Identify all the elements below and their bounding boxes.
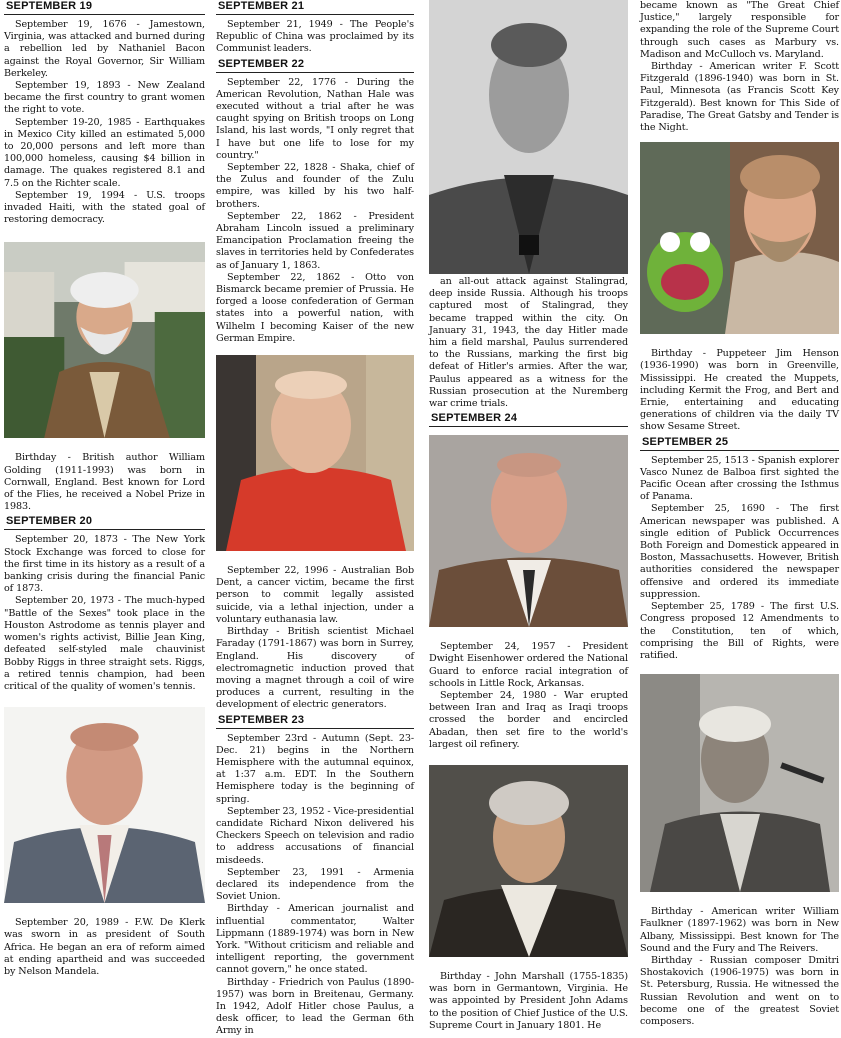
entry-battle-of-sexes: September 20, 1973 - The much-hyped "Battle of the Sexes" took place in the Houston Astrodome as tennis player and women's rights activist, Billie Jean King, defeated self-styled male chauvinist Bobby Riggs in three straight sets. Riggs, a retired tennis champion, had been critical of the quality of women's tennis.	[4, 595, 205, 692]
entry-mexico-earthquake: September 19-20, 1985 - Earthquakes in Mexico City killed an estimated 5,000 to 20,000 persons and left more than 100,000 homeless, causing $4 billion in damage. The quakes registered 8.1 and 7.5 on the Richter scale.	[4, 116, 205, 189]
entry-golding-birthday: Birthday - British author William Golding (1911-1993) was born in Cornwall, England. Best known for Lord of the Flies, he received a Nobel Prize in 1983.	[4, 452, 205, 513]
entry-balboa: September 25, 1513 - Spanish explorer Vasco Nunez de Balboa first sighted the Pacific Ocean after crossing the Isthmus of Panama.	[640, 454, 839, 503]
entry-bob-dent: September 22, 1996 - Australian Bob Dent, a cancer victim, became the first person to commit legally assisted suicide, via a lethal injection, under a voluntary euthanasia law.	[216, 565, 414, 625]
photo-de-klerk	[4, 707, 205, 903]
heading-september-19: SEPTEMBER 19	[4, 0, 205, 15]
photo-william-faulkner	[640, 674, 839, 892]
entry-first-newspaper: September 25, 1690 - The first American newspaper was published. A single edition of Publick Occurrences Both Foreign and Domestick appeared in Boston, Massachusetts. However, British authorities considered the newspaper offensive and ordered its immediate suppression.	[640, 503, 839, 600]
photo-dwight-eisenhower	[429, 435, 628, 627]
column-1	[4, 0, 205, 978]
entry-lippmann-birthday: Birthday - American journalist and influential commentator, Walter Lippmann (1889-1974) was born in New York. "Without criticism and reliable and intelligent reporting, the government cannot govern," he once stated.	[216, 903, 414, 976]
entry-bill-of-rights: September 25, 1789 - The first U.S. Congress proposed 12 Amendments to the Constitution, ten of which, comprising the Bill of Rights, were ratified.	[640, 601, 839, 661]
entry-paulus-continued: an all-out attack against Stalingrad, deep inside Russia. Although his troops captured most of Stalingrad, they became trapped within the city. On January 31, 1943, the day Hitler made him a field marshal, Paulus surrendered to the Russians, marking the first big defeat of Hitler's armies. After the war, Paulus appeared as a witness for the Russian prosecution at the Nuremberg war crime trials.	[429, 276, 628, 410]
photo-friedrich-von-paulus	[429, 0, 628, 274]
entry-new-zealand: September 19, 1893 - New Zealand became the first country to grant women the right to vote.	[4, 80, 205, 116]
entry-faulkner-birthday: Birthday - American writer William Faulkner (1897-1962) was born in New Albany, Mississippi. Best known for The Sound and the Fury and The Reivers.	[640, 906, 839, 954]
entry-prc: September 21, 1949 - The People's Republic of China was proclaimed by its Communist leaders.	[216, 19, 414, 55]
column-3	[429, 0, 628, 1032]
photo-john-marshall	[429, 765, 628, 957]
heading-september-20: SEPTEMBER 20	[4, 515, 205, 530]
entry-marshall-continued: became known as "The Great Chief Justice," largely responsible for expanding the role of the Supreme Court through such cases as Marbury vs. Madison and McCulloch vs. Maryland.	[640, 0, 839, 60]
entry-bismarck: September 22, 1862 - Otto von Bismarck became premier of Prussia. He forged a loose confederation of German states into a powerful nation, with Wilhelm I becoming Kaiser of the new German Empire.	[216, 271, 414, 344]
entry-john-marshall: Birthday - John Marshall (1755-1835) was born in Germantown, Virginia. He was appointed by President John Adams to the position of Chief Justice of the U.S. Supreme Court in January 1801. He	[429, 971, 628, 1031]
entry-nathan-hale: September 22, 1776 - During the American Revolution, Nathan Hale was executed without a trial after he was caught spying on British troops on Long Island, his last words, "I only regret that I have but one life to lose for my country."	[216, 76, 414, 161]
entry-iran-iraq-war: September 24, 1980 - War erupted between Iran and Iraq as Iraqi troops crossed the border and encircled Abadan, then set fire to the world's largest oil refinery.	[429, 690, 628, 750]
heading-september-23: SEPTEMBER 23	[216, 714, 414, 729]
entry-paulus-birthday: Birthday - Friedrich von Paulus (1890-1957) was born in Breitenau, Germany. In 1942, Adolf Hitler chose Paulus, a desk officer, to lead the German 6th Army in	[216, 976, 414, 1037]
photo-jim-henson-kermit	[640, 142, 839, 334]
entry-autumn: September 23rd - Autumn (Sept. 23-Dec. 21) begins in the Northern Hemisphere with the autumnal equinox, at 1:37 a.m. EDT. In the Southern Hemisphere today is the beginning of spring.	[216, 732, 414, 805]
heading-september-24: SEPTEMBER 24	[429, 412, 628, 427]
photo-william-golding	[4, 242, 205, 438]
heading-september-25: SEPTEMBER 25	[640, 436, 839, 451]
entry-armenia: September 23, 1991 - Armenia declared its independence from the Soviet Union.	[216, 866, 414, 903]
entry-faraday-birthday: Birthday - British scientist Michael Faraday (1791-1867) was born in Surrey, England. His discovery of electromagnetic induction proved that moving a magnet through a coil of wire produces a current, resulting in the development of electric generators.	[216, 626, 414, 711]
entry-checkers-speech: September 23, 1952 - Vice-presidential candidate Richard Nixon delivered his Checkers Speech on television and radio to address accusations of financial misdeeds.	[216, 805, 414, 866]
entry-fitzgerald-birthday: Birthday - American writer F. Scott Fitzgerald (1896-1940) was born in St. Paul, Minnesota (as Francis Scott Key Fitzgerald). Best known for This Side of Paradise, The Great Gatsby and Tender is the Night.	[640, 61, 839, 134]
entry-jamestown: September 19, 1676 - Jamestown, Virginia, was attacked and burned during a rebellion led by Nathaniel Bacon against the Royal Governor, Sir William Berkeley.	[4, 19, 205, 79]
heading-september-21: SEPTEMBER 21	[216, 0, 414, 15]
entry-nyse-close: September 20, 1873 - The New York Stock Exchange was forced to close for the first time in its history as a result of a banking crisis during the financial Panic of 1873.	[4, 534, 205, 595]
entry-jim-henson: Birthday - Puppeteer Jim Henson (1936-1990) was born in Greenville, Mississippi. He created the Muppets, including Kermit the Frog, and Bert and Ernie, entertaining and educating generations of children via the daily TV show Sesame Street.	[640, 348, 839, 433]
entry-de-klerk: September 20, 1989 - F.W. De Klerk was sworn in as president of South Africa. He began an era of reform aimed at ending apartheid and was succeeded by Nelson Mandela.	[4, 917, 205, 977]
column-4	[640, 0, 839, 1028]
column-2	[216, 0, 414, 1038]
entry-haiti: September 19, 1994 - U.S. troops invaded Haiti, with the stated goal of restoring democracy.	[4, 189, 205, 226]
entry-shostakovich-birthday: Birthday - Russian composer Dmitri Shostakovich (1906-1975) was born in St. Petersburg, Russia. He witnessed the Russian Revolution and went on to become one of the greatest Soviet composers.	[640, 954, 839, 1027]
entry-emancipation: September 22, 1862 - President Abraham Lincoln issued a preliminary Emancipation Proclamation freeing the slaves in territories held by Confederates as of January 1, 1863.	[216, 210, 414, 271]
heading-september-22: SEPTEMBER 22	[216, 58, 414, 73]
photo-bob-dent	[216, 355, 414, 551]
entry-little-rock: September 24, 1957 - President Dwight Eisenhower ordered the National Guard to enforce racial integration of schools in Little Rock, Arkansas.	[429, 641, 628, 689]
entry-shaka: September 22, 1828 - Shaka, chief of the Zulus and founder of the Zulu empire, was killed by his two half-brothers.	[216, 162, 414, 210]
